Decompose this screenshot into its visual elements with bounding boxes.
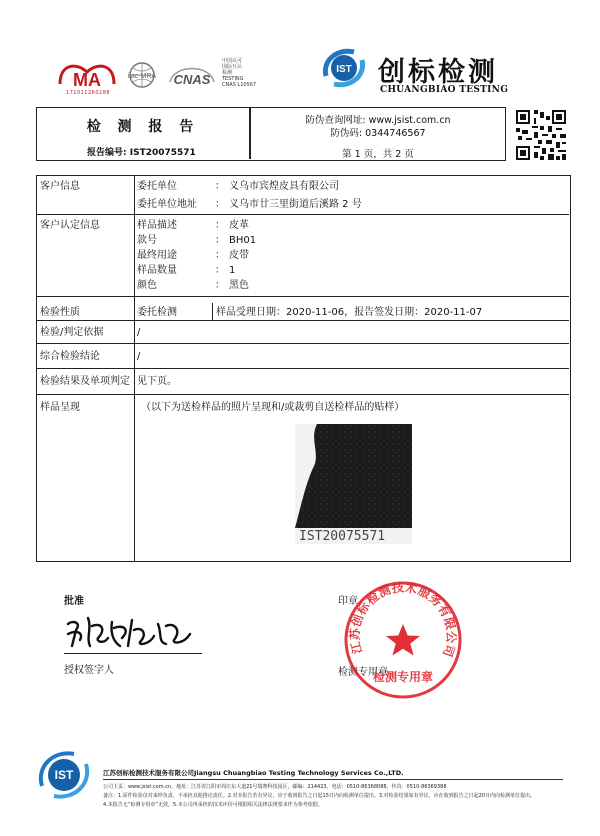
signature-icon [62,608,202,652]
value-result: 见下页。 [137,376,177,387]
svg-text:MA: MA [73,70,101,90]
value-quantity: 1 [229,265,236,276]
ist-brand-logo-icon [318,46,370,90]
footer-line-1: 公司主页：www.jsist.com.cn，地址：江苏省江阴市周庄东大道21号瑞赛科技园区，邮编：214423，电话：0510-86368088，传真：0510-86369388 [103,784,447,790]
label-confirm-info: 客户认定信息 [40,220,100,231]
value-style: BH01 [229,235,257,246]
value-address: 义乌市廿三里街道后溪路 2 号 [229,199,362,210]
colon: ： [215,220,225,231]
label-sample-show: 样品呈现 [40,402,80,413]
footer-logo-label: IST [54,768,74,782]
label-conclusion: 综合检验结论 [40,351,100,362]
footer-ist-logo-icon [34,748,94,802]
brand-name-en: CHUANGBIAO TESTING [380,85,509,95]
label-result: 检验结果及单项判定 [40,376,130,387]
colon: ： [215,280,225,291]
footer-line-2: 备注：1.原件检验仅对来样负责，不承担其他推论责任。2.对本报告若有异议，应于收到报告之日起15日内向检测单位提出。3.对检验结果如有异议，应在收到报告之日起20日内向检测单位提出。 [103,793,536,799]
value-sample-desc: 皮革 [229,220,249,231]
report-number: 报告编号: IST20075571 [87,148,196,158]
colon: ： [215,235,225,246]
label-client-info: 客户信息 [40,181,80,192]
sample-photo [295,424,412,544]
verify-site: 防伪查询网址: www.jsist.com.cn [305,115,451,126]
cnas-logo-icon [166,60,218,92]
ist-label: IST [336,64,352,75]
label-basis: 检验/判定依据 [40,327,104,338]
value-conclusion: / [137,351,141,362]
label-client: 委托单位 [137,181,177,192]
cma-code: 171011260288 [65,90,111,96]
value-color: 黑色 [229,280,249,291]
cnas-text: 中国认可 国际互认 检测 TESTING CNAS L10567 [222,58,257,88]
ilac-mra-logo-icon [122,60,162,94]
ilac-label: ilac-MRA [127,73,157,80]
approve-label: 批准 [64,596,84,607]
value-inspect-type: 委托检测 [137,307,177,318]
signer-label: 授权签字人 [64,665,114,676]
info-table [36,175,571,562]
value-client: 义乌市宾煌皮具有限公司 [229,181,339,192]
page-info: 第 1 页，共 2 页 [342,149,414,160]
colon: ： [215,181,225,192]
label-color: 颜色 [137,280,157,291]
sample-show-note: （以下为送检样品的照片呈现和/或裁剪自送检样品的贴样） [141,402,405,413]
cnas-label: CNAS [173,72,211,87]
stamp-ring-text: 江苏创标检测技术服务有限公司 [347,580,459,660]
label-quantity: 样品数量 [137,265,177,276]
seal-label-type: 检测专用章 [338,667,388,678]
colon: ： [215,265,225,276]
label-sample-desc: 样品描述 [137,220,177,231]
brand-name-cn: 创标检测 [378,57,498,88]
footer-company: 江苏创标检测技术服务有限公司Jiangsu Chuangbiao Testing Technology Services Co.,LTD. [103,769,404,777]
report-title: 检 测 报 告 [86,119,200,135]
qr-code-icon [516,110,566,160]
value-basis: / [137,327,141,338]
footer-line-3: 4.本报告无“检测专用章”无效。5.本公司再承担的技术评价可根据相关法律法规要求作为参考依据。 [103,802,323,808]
colon: ： [215,199,225,210]
value-end-use: 皮带 [229,250,249,261]
label-inspect-type: 检验性质 [40,307,80,318]
label-end-use: 最终用途 [137,250,177,261]
report-header-box [36,107,506,161]
label-style: 款号 [137,235,157,246]
official-stamp-icon [341,578,465,702]
value-dates: 样品受理日期：2020-11-06，报告签发日期：2020-11-07 [216,307,483,318]
seal-label: 印章 [338,596,358,607]
verify-code: 防伪码: 0344746567 [330,128,426,139]
stamp-center-text: 检测专用章 [372,670,434,684]
sample-photo-caption: IST20075571 [299,529,386,544]
colon: ： [215,250,225,261]
label-address: 委托单位地址 [137,199,197,210]
